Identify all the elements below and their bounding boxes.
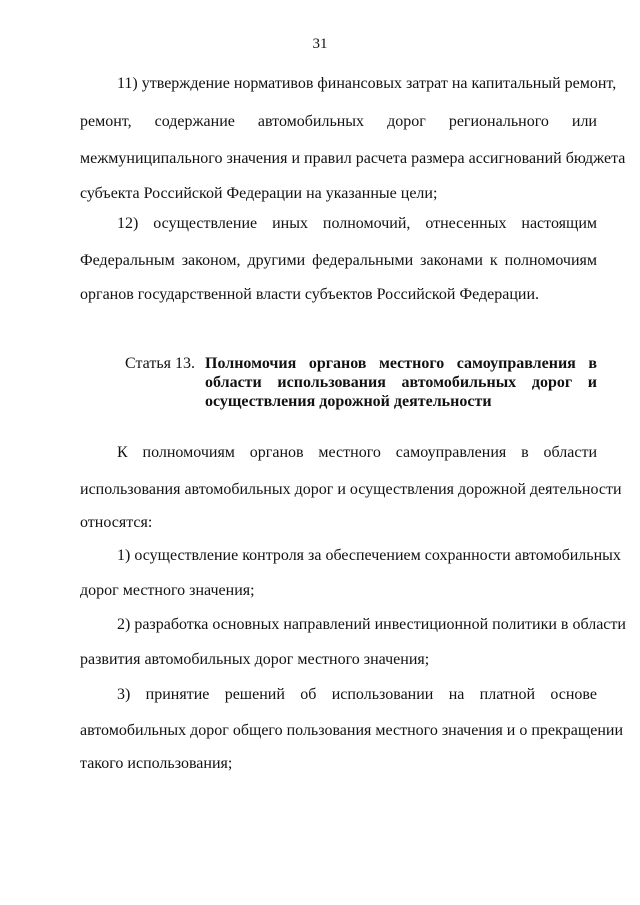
article-label: Статья 13. [125, 355, 195, 372]
text-line: использования автомобильных дорог и осуществления дорожной деятельности [80, 481, 622, 498]
text-line: 3) принятие решений об использовании на платной основе [117, 686, 597, 703]
text-line: автомобильных дорог общего пользования местного значения и о прекращении [80, 722, 624, 739]
text-line: межмуниципального значения и правил расчета размера ассигнований бюджета [80, 150, 626, 167]
text-line: относятся: [80, 514, 153, 531]
page-number: 31 [312, 36, 328, 52]
text-line: ремонт, содержание автомобильных дорог регионального или [80, 113, 597, 130]
text-line: такого использования; [80, 755, 233, 772]
text-line: К полномочиям органов местного самоуправления в области [117, 444, 597, 461]
text-line: 12) осуществление иных полномочий, отнесенных настоящим [117, 215, 597, 232]
text-line: Федеральным законом, другими федеральными законами к полномочиям [80, 252, 597, 269]
text-line: 1) осуществление контроля за обеспечением сохранности автомобильных [117, 547, 621, 564]
text-line: субъекта Российской Федерации на указанные цели; [80, 185, 438, 202]
text-line: органов государственной власти субъектов Российской Федерации. [80, 286, 540, 303]
text-line: 11) утверждение нормативов финансовых затрат на капитальный ремонт, [117, 75, 617, 92]
article-title-line: области использования автомобильных дорог и [205, 374, 597, 391]
article-title-line: осуществления дорожной деятельности [205, 393, 492, 410]
text-line: дорог местного значения; [80, 582, 255, 599]
article-title-line: Полномочия органов местного самоуправления в [205, 355, 597, 372]
text-line: развития автомобильных дорог местного значения; [80, 651, 430, 668]
text-line: 2) разработка основных направлений инвестиционной политики в области [117, 616, 626, 633]
